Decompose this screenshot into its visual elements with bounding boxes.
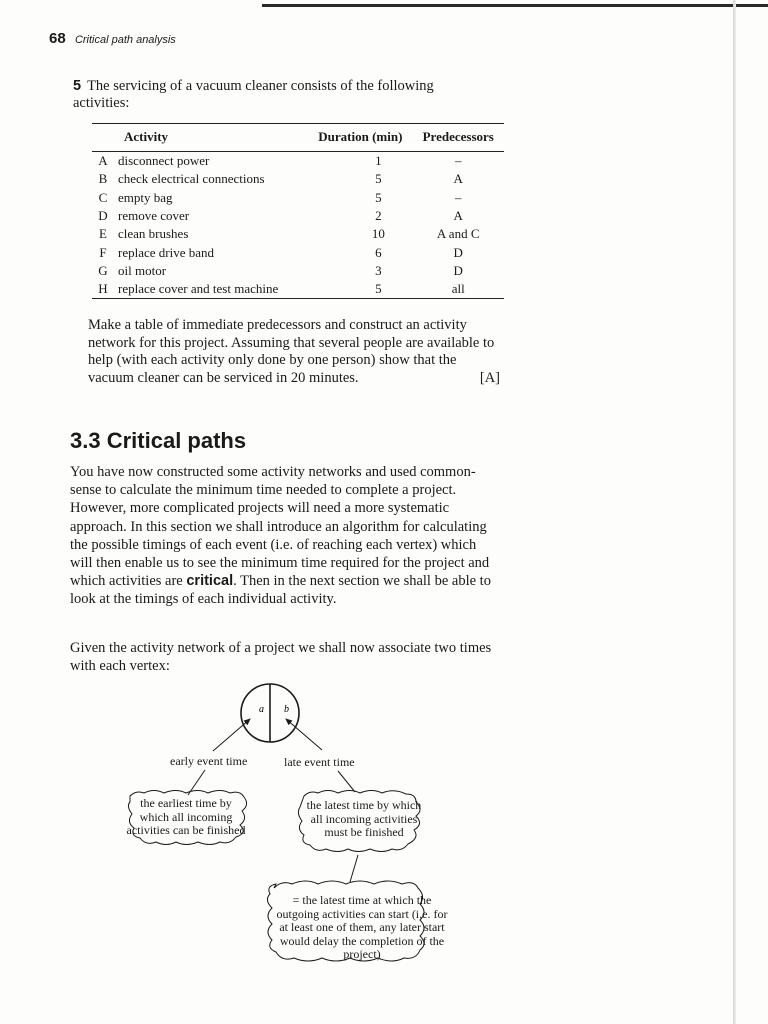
late-cloud-connector [338, 771, 355, 792]
activity-name: oil motor [118, 262, 167, 278]
cloud-bottom-text: = the latest time at which the outgoing activities can start (i.e. for at least one of them, any later start would delay the completion of the project) [276, 893, 448, 961]
section-title: Critical paths [106, 428, 247, 453]
node-label-a: a [259, 704, 264, 715]
activity-duration: 3 [375, 262, 382, 278]
activity-duration: 2 [375, 208, 382, 224]
body-paragraph-2: Given the activity network of a project we shall now associate two times with each vertex: [70, 640, 492, 674]
activity-predecessors: D [453, 262, 463, 278]
activity-predecessors: A [453, 208, 463, 224]
running-title: Critical path analysis [74, 34, 176, 46]
activity-letter: F [99, 244, 107, 260]
bottom-cloud-connector [350, 855, 358, 882]
activity-duration: 6 [375, 244, 382, 260]
question-intro-text: The servicing of a vacuum cleaner consists of the following activities: [73, 78, 434, 111]
activity-duration: 5 [375, 281, 382, 297]
activity-name: disconnect power [118, 153, 210, 169]
activity-predecessors: D [453, 244, 463, 260]
label-late-event-time: late event time [284, 755, 355, 769]
activity-name: empty bag [118, 189, 173, 205]
question-mark-label: [A] [479, 369, 500, 386]
activity-predecessors: – [454, 153, 462, 169]
p1-bold-term: critical [186, 573, 234, 590]
activity-name: check electrical connections [118, 171, 265, 187]
activity-letter: B [98, 171, 108, 187]
activity-predecessors: A and C [436, 226, 480, 242]
early-time-pointer [213, 719, 250, 751]
cloud-late-text: the latest time by which all incoming activities must be finished [306, 798, 422, 839]
activity-letter: D [98, 208, 108, 224]
instruction-text: Make a table of immediate predecessors and construct an activity network for this project. Assuming that several people are available to help (with each activity only done by one person) show that the vacuum cleaner can be serviced in 20 minutes. [88, 317, 495, 386]
section-number: 3.3 [70, 428, 101, 453]
activity-name: replace cover and test machine [118, 281, 279, 297]
page-number: 68 [49, 30, 66, 47]
col-header-activity: Activity [124, 129, 169, 144]
col-header-duration: Duration (min) [318, 129, 403, 144]
node-label-b: b [284, 704, 289, 715]
activity-duration: 5 [375, 189, 382, 205]
activity-name: remove cover [118, 208, 190, 224]
cloud-early-text: the earliest time by which all incoming activities can be finished [126, 796, 246, 837]
label-early-event-time: early event time [170, 754, 248, 768]
activity-name: clean brushes [118, 226, 189, 242]
activity-letter: C [98, 189, 108, 205]
activity-letter: A [98, 153, 108, 169]
activity-letter: H [98, 281, 108, 297]
late-time-pointer [286, 719, 322, 750]
activity-letter: G [98, 262, 108, 278]
activity-duration: 1 [375, 153, 382, 169]
activity-predecessors: – [454, 189, 462, 205]
activity-letter: E [99, 226, 107, 242]
p1-text-before: You have now constructed some activity networks and used common-sense to calculate the minimum time needed to complete a project. However, more complicated projects will need a more systematic approach. In this section we shall introduce an algorithm for calculating the possible timings of each event (i.e. of reaching each vertex) which will then enable us to see the minimum time required for the project and which activities are [70, 464, 490, 590]
activity-predecessors: all [451, 281, 465, 297]
activity-duration: 5 [375, 171, 382, 187]
col-header-predecessors: Predecessors [422, 129, 494, 144]
p1-text-after: . Then in the next section we shall be able to look at the timings of each individual activity. [70, 573, 491, 608]
question-number: 5 [73, 78, 82, 94]
activity-predecessors: A [453, 171, 463, 187]
activity-duration: 10 [371, 226, 385, 242]
activity-name: replace drive band [118, 244, 215, 260]
